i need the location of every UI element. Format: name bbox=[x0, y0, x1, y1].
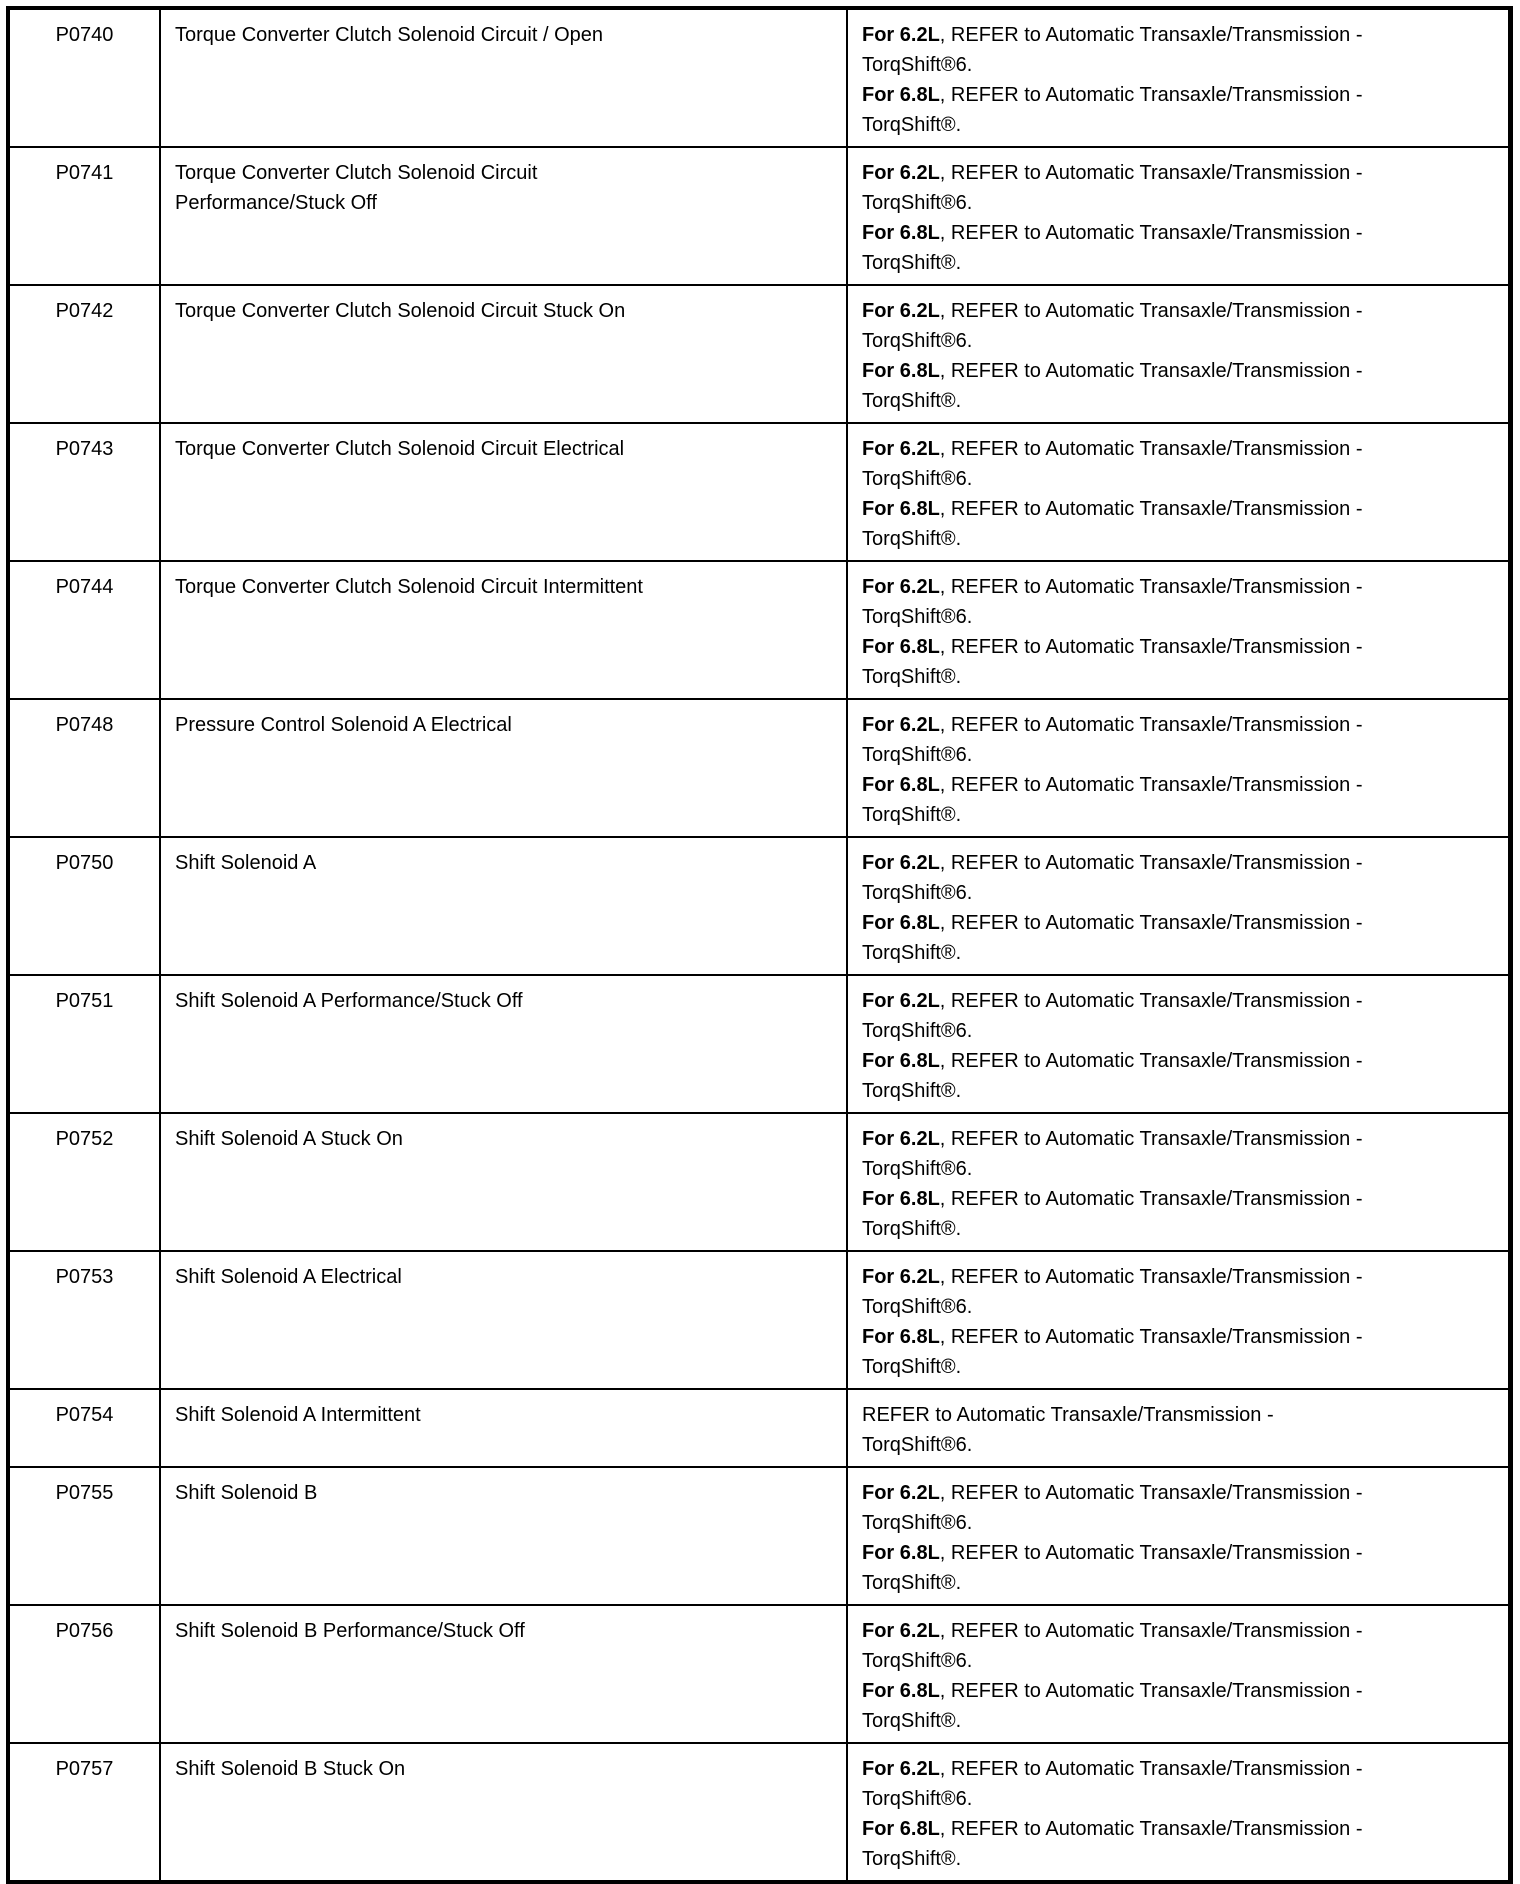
dtc-action-cell bbox=[847, 561, 1510, 699]
dtc-code-cell: P0752 bbox=[8, 1113, 160, 1251]
dtc-action-line: TorqShift®. bbox=[862, 528, 962, 550]
engine-variant-label: For 6.8L bbox=[862, 1326, 940, 1348]
dtc-action-cell bbox=[847, 1467, 1510, 1605]
dtc-description-line: Torque Converter Clutch Solenoid Circuit Electrical bbox=[175, 438, 625, 460]
dtc-action-line: For 6.8L, REFER to Automatic Transaxle/Transmission - bbox=[862, 636, 1363, 658]
dtc-description-cell bbox=[160, 561, 847, 699]
dtc-description-line: Shift Solenoid A Intermittent bbox=[175, 1404, 421, 1426]
dtc-code-cell: P0744 bbox=[8, 561, 160, 699]
dtc-action-line: For 6.2L, REFER to Automatic Transaxle/Transmission - bbox=[862, 1128, 1363, 1150]
dtc-description-line: Shift Solenoid B Stuck On bbox=[175, 1758, 406, 1780]
dtc-action-line: For 6.2L, REFER to Automatic Transaxle/Transmission - bbox=[862, 438, 1363, 460]
engine-variant-label: For 6.2L bbox=[862, 24, 940, 46]
engine-variant-label: For 6.2L bbox=[862, 1758, 940, 1780]
dtc-action-line: TorqShift®6. bbox=[862, 330, 973, 352]
dtc-code-cell: P0743 bbox=[8, 423, 160, 561]
dtc-description-cell bbox=[160, 147, 847, 285]
dtc-description-line: Torque Converter Clutch Solenoid Circuit Stuck On bbox=[175, 300, 626, 322]
dtc-description-cell bbox=[160, 1605, 847, 1743]
table-row bbox=[8, 561, 1510, 699]
dtc-description-line: Performance/Stuck Off bbox=[175, 192, 377, 214]
dtc-action-cell bbox=[847, 285, 1510, 423]
table-row bbox=[8, 1605, 1510, 1743]
dtc-code-cell: P0742 bbox=[8, 285, 160, 423]
dtc-action-cell bbox=[847, 147, 1510, 285]
dtc-description-line: Shift Solenoid A Stuck On bbox=[175, 1128, 403, 1150]
engine-variant-label: For 6.2L bbox=[862, 1266, 940, 1288]
dtc-description-line: Shift Solenoid A Electrical bbox=[175, 1266, 402, 1288]
dtc-action-line: TorqShift®6. bbox=[862, 468, 973, 490]
table-row bbox=[8, 837, 1510, 975]
dtc-action-line: TorqShift®. bbox=[862, 1848, 962, 1870]
table-row bbox=[8, 1113, 1510, 1251]
dtc-table bbox=[6, 6, 1513, 1884]
dtc-action-line: For 6.2L, REFER to Automatic Transaxle/Transmission - bbox=[862, 1266, 1363, 1288]
dtc-action-cell bbox=[847, 8, 1510, 147]
dtc-action-cell bbox=[847, 1743, 1510, 1884]
engine-variant-label: For 6.2L bbox=[862, 852, 940, 874]
dtc-action-line: TorqShift®6. bbox=[862, 1788, 973, 1810]
dtc-action-line: TorqShift®6. bbox=[862, 54, 973, 76]
dtc-description-line: Torque Converter Clutch Solenoid Circuit Intermittent bbox=[175, 576, 643, 598]
dtc-description-line: Pressure Control Solenoid A Electrical bbox=[175, 714, 512, 736]
dtc-action-line: TorqShift®. bbox=[862, 390, 962, 412]
dtc-description-line: Torque Converter Clutch Solenoid Circuit / Open bbox=[175, 24, 603, 46]
dtc-action-line: TorqShift®. bbox=[862, 1080, 962, 1102]
engine-variant-label: For 6.2L bbox=[862, 162, 940, 184]
dtc-description-line: Shift Solenoid B Performance/Stuck Off bbox=[175, 1620, 525, 1642]
dtc-action-line: For 6.8L, REFER to Automatic Transaxle/Transmission - bbox=[862, 1326, 1363, 1348]
dtc-action-line: For 6.8L, REFER to Automatic Transaxle/Transmission - bbox=[862, 1680, 1363, 1702]
dtc-action-line: TorqShift®. bbox=[862, 1218, 962, 1240]
dtc-description-cell bbox=[160, 8, 847, 147]
dtc-description-line: Shift Solenoid B bbox=[175, 1482, 318, 1504]
engine-variant-label: For 6.8L bbox=[862, 1680, 940, 1702]
engine-variant-label: For 6.8L bbox=[862, 774, 940, 796]
dtc-code-cell: P0750 bbox=[8, 837, 160, 975]
dtc-action-line: TorqShift®. bbox=[862, 1710, 962, 1732]
table-row bbox=[8, 1389, 1510, 1467]
engine-variant-label: For 6.2L bbox=[862, 714, 940, 736]
dtc-code-cell: P0740 bbox=[8, 8, 160, 147]
engine-variant-label: For 6.2L bbox=[862, 300, 940, 322]
dtc-action-line: TorqShift®6. bbox=[862, 1296, 973, 1318]
dtc-description-cell bbox=[160, 1743, 847, 1884]
dtc-action-cell bbox=[847, 1113, 1510, 1251]
engine-variant-label: For 6.2L bbox=[862, 990, 940, 1012]
engine-variant-label: For 6.8L bbox=[862, 1542, 940, 1564]
dtc-action-line: For 6.2L, REFER to Automatic Transaxle/Transmission - bbox=[862, 714, 1363, 736]
dtc-action-line: TorqShift®. bbox=[862, 1356, 962, 1378]
engine-variant-label: For 6.8L bbox=[862, 498, 940, 520]
dtc-code-cell: P0754 bbox=[8, 1389, 160, 1467]
dtc-action-line: TorqShift®6. bbox=[862, 1020, 973, 1042]
table-row bbox=[8, 285, 1510, 423]
dtc-action-line: For 6.8L, REFER to Automatic Transaxle/Transmission - bbox=[862, 1188, 1363, 1210]
dtc-action-line: TorqShift®6. bbox=[862, 1512, 973, 1534]
dtc-code-cell: P0751 bbox=[8, 975, 160, 1113]
dtc-action-cell bbox=[847, 423, 1510, 561]
dtc-action-line: For 6.8L, REFER to Automatic Transaxle/Transmission - bbox=[862, 222, 1363, 244]
dtc-action-line: For 6.2L, REFER to Automatic Transaxle/Transmission - bbox=[862, 162, 1363, 184]
dtc-description-line: Shift Solenoid A Performance/Stuck Off bbox=[175, 990, 523, 1012]
dtc-table-body bbox=[8, 8, 1510, 1884]
dtc-description-cell bbox=[160, 1467, 847, 1605]
dtc-action-line: TorqShift®6. bbox=[862, 1434, 973, 1456]
dtc-action-line: TorqShift®. bbox=[862, 666, 962, 688]
dtc-action-cell bbox=[847, 975, 1510, 1113]
dtc-action-line: TorqShift®. bbox=[862, 942, 962, 964]
dtc-action-line: TorqShift®. bbox=[862, 252, 962, 274]
dtc-description-cell bbox=[160, 285, 847, 423]
dtc-description-line: Shift Solenoid A bbox=[175, 852, 317, 874]
dtc-code-cell: P0753 bbox=[8, 1251, 160, 1389]
engine-variant-label: For 6.2L bbox=[862, 576, 940, 598]
table-row bbox=[8, 147, 1510, 285]
engine-variant-label: For 6.2L bbox=[862, 1620, 940, 1642]
dtc-code-cell: P0757 bbox=[8, 1743, 160, 1884]
dtc-action-line: For 6.8L, REFER to Automatic Transaxle/Transmission - bbox=[862, 1542, 1363, 1564]
dtc-action-cell bbox=[847, 1251, 1510, 1389]
dtc-action-line: For 6.2L, REFER to Automatic Transaxle/Transmission - bbox=[862, 852, 1363, 874]
dtc-action-line: REFER to Automatic Transaxle/Transmission - bbox=[862, 1404, 1274, 1426]
dtc-action-line: For 6.2L, REFER to Automatic Transaxle/Transmission - bbox=[862, 1758, 1363, 1780]
table-row bbox=[8, 423, 1510, 561]
dtc-action-line: For 6.2L, REFER to Automatic Transaxle/Transmission - bbox=[862, 990, 1363, 1012]
dtc-action-line: For 6.2L, REFER to Automatic Transaxle/Transmission - bbox=[862, 1620, 1363, 1642]
engine-variant-label: For 6.8L bbox=[862, 1188, 940, 1210]
dtc-action-line: For 6.8L, REFER to Automatic Transaxle/Transmission - bbox=[862, 1818, 1363, 1840]
dtc-action-line: TorqShift®6. bbox=[862, 882, 973, 904]
dtc-action-line: TorqShift®6. bbox=[862, 1650, 973, 1672]
engine-variant-label: For 6.8L bbox=[862, 1818, 940, 1840]
engine-variant-label: For 6.2L bbox=[862, 438, 940, 460]
engine-variant-label: For 6.8L bbox=[862, 84, 940, 106]
dtc-action-cell bbox=[847, 837, 1510, 975]
dtc-code-cell: P0756 bbox=[8, 1605, 160, 1743]
dtc-action-line: For 6.2L, REFER to Automatic Transaxle/Transmission - bbox=[862, 576, 1363, 598]
table-row bbox=[8, 8, 1510, 147]
table-row bbox=[8, 1251, 1510, 1389]
dtc-action-cell bbox=[847, 699, 1510, 837]
dtc-action-line: For 6.8L, REFER to Automatic Transaxle/Transmission - bbox=[862, 84, 1363, 106]
dtc-action-line: TorqShift®. bbox=[862, 804, 962, 826]
dtc-description-cell bbox=[160, 975, 847, 1113]
dtc-action-line: For 6.8L, REFER to Automatic Transaxle/Transmission - bbox=[862, 1050, 1363, 1072]
dtc-action-line: For 6.8L, REFER to Automatic Transaxle/Transmission - bbox=[862, 912, 1363, 934]
dtc-action-cell bbox=[847, 1605, 1510, 1743]
dtc-description-cell bbox=[160, 699, 847, 837]
dtc-description-cell bbox=[160, 1251, 847, 1389]
table-row bbox=[8, 1743, 1510, 1884]
dtc-action-line: For 6.2L, REFER to Automatic Transaxle/Transmission - bbox=[862, 24, 1363, 46]
dtc-action-line: For 6.2L, REFER to Automatic Transaxle/Transmission - bbox=[862, 1482, 1363, 1504]
dtc-action-line: TorqShift®6. bbox=[862, 192, 973, 214]
dtc-code-cell: P0755 bbox=[8, 1467, 160, 1605]
dtc-description-cell bbox=[160, 1389, 847, 1467]
dtc-description-cell bbox=[160, 423, 847, 561]
dtc-action-line: TorqShift®. bbox=[862, 1572, 962, 1594]
dtc-action-cell bbox=[847, 1389, 1510, 1467]
engine-variant-label: For 6.8L bbox=[862, 360, 940, 382]
dtc-action-line: TorqShift®6. bbox=[862, 1158, 973, 1180]
dtc-description-cell bbox=[160, 837, 847, 975]
dtc-action-line: For 6.8L, REFER to Automatic Transaxle/Transmission - bbox=[862, 774, 1363, 796]
dtc-action-line: For 6.2L, REFER to Automatic Transaxle/Transmission - bbox=[862, 300, 1363, 322]
dtc-description-cell bbox=[160, 1113, 847, 1251]
engine-variant-label: For 6.8L bbox=[862, 912, 940, 934]
engine-variant-label: For 6.8L bbox=[862, 222, 940, 244]
engine-variant-label: For 6.8L bbox=[862, 636, 940, 658]
dtc-description-line: Torque Converter Clutch Solenoid Circuit bbox=[175, 162, 538, 184]
dtc-action-line: TorqShift®6. bbox=[862, 744, 973, 766]
dtc-action-line: For 6.8L, REFER to Automatic Transaxle/Transmission - bbox=[862, 360, 1363, 382]
engine-variant-label: For 6.8L bbox=[862, 1050, 940, 1072]
dtc-code-cell: P0741 bbox=[8, 147, 160, 285]
dtc-action-line: TorqShift®. bbox=[862, 114, 962, 136]
table-row bbox=[8, 1467, 1510, 1605]
dtc-code-cell: P0748 bbox=[8, 699, 160, 837]
dtc-action-line: For 6.8L, REFER to Automatic Transaxle/Transmission - bbox=[862, 498, 1363, 520]
engine-variant-label: For 6.2L bbox=[862, 1128, 940, 1150]
table-row bbox=[8, 975, 1510, 1113]
table-row bbox=[8, 699, 1510, 837]
dtc-action-line: TorqShift®6. bbox=[862, 606, 973, 628]
engine-variant-label: For 6.2L bbox=[862, 1482, 940, 1504]
